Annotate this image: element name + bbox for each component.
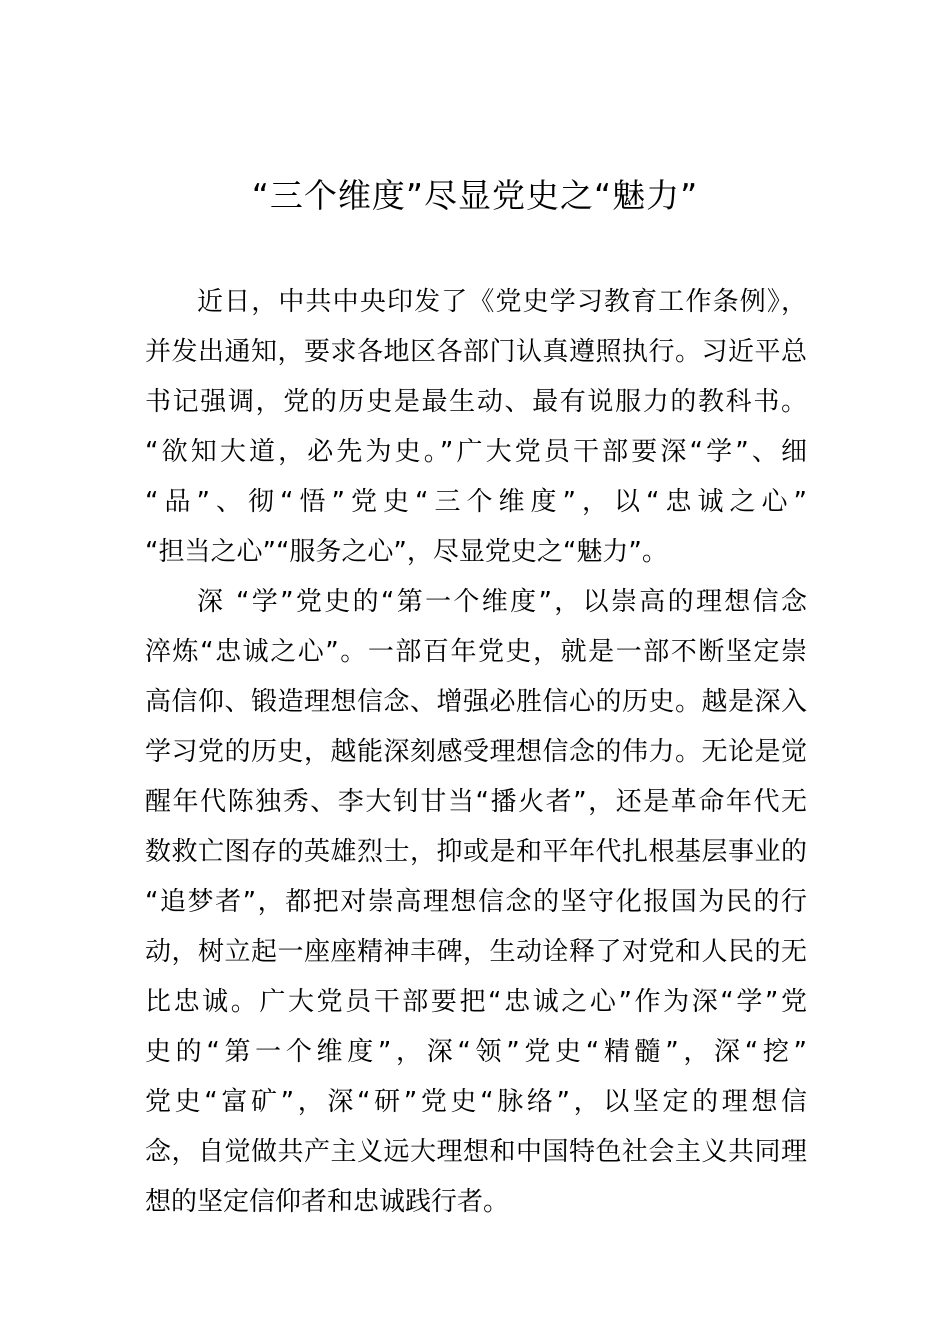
text-line: 想的坚定信仰者和忠诚践行者。 — [145, 1187, 510, 1217]
text-line: “品”、彻“悟”党史“三个维度”，以“忠诚之心” — [145, 487, 807, 517]
text-line: “追梦者”，都把对崇高理想信念的坚守化报国为民的行 — [145, 887, 807, 917]
document-title: “三个维度”尽显党史之“魅力” — [251, 176, 699, 215]
text-line: “担当之心”“服务之心”，尽显党史之“魅力”。 — [145, 537, 668, 567]
text-line: 高信仰、锻造理想信念、增强必胜信心的历史。越是深入 — [145, 687, 807, 717]
text-line: 淬炼“忠诚之心”。一部百年党史，就是一部不断坚定崇 — [145, 637, 807, 667]
text-line: 学习党的历史，越能深刻感受理想信念的伟力。无论是觉 — [145, 737, 807, 767]
text-line: 党史“富矿”，深“研”党史“脉络”，以坚定的理想信 — [145, 1087, 807, 1117]
text-line: 书记强调，党的历史是最生动、最有说服力的教科书。 — [145, 387, 807, 417]
text-line: 并发出通知，要求各地区各部门认真遵照执行。习近平总 — [145, 337, 807, 367]
text-line: 念，自觉做共产主义远大理想和中国特色社会主义共同理 — [145, 1137, 807, 1167]
document-body — [145, 277, 807, 1227]
text-line: 数救亡图存的英雄烈士，抑或是和平年代扎根基层事业的 — [145, 837, 807, 867]
paragraph-1 — [145, 277, 807, 577]
text-line: 比忠诚。广大党员干部要把“忠诚之心”作为深“学”党 — [145, 987, 807, 1017]
text-line: 动，树立起一座座精神丰碑，生动诠释了对党和人民的无 — [145, 937, 807, 967]
text-line: 醒年代陈独秀、李大钊甘当“播火者”，还是革命年代无 — [145, 787, 807, 817]
text-line: 近日，中共中央印发了《党史学习教育工作条例》， — [197, 287, 807, 317]
text-line: 史的“第一个维度”，深“领”党史“精髓”，深“挖” — [145, 1037, 807, 1067]
text-line: “欲知大道，必先为史。”广大党员干部要深“学”、细 — [145, 437, 807, 467]
paragraph-2 — [145, 577, 807, 1227]
text-line: 深 “学”党史的“第一个维度”，以崇高的理想信念 — [197, 587, 807, 617]
